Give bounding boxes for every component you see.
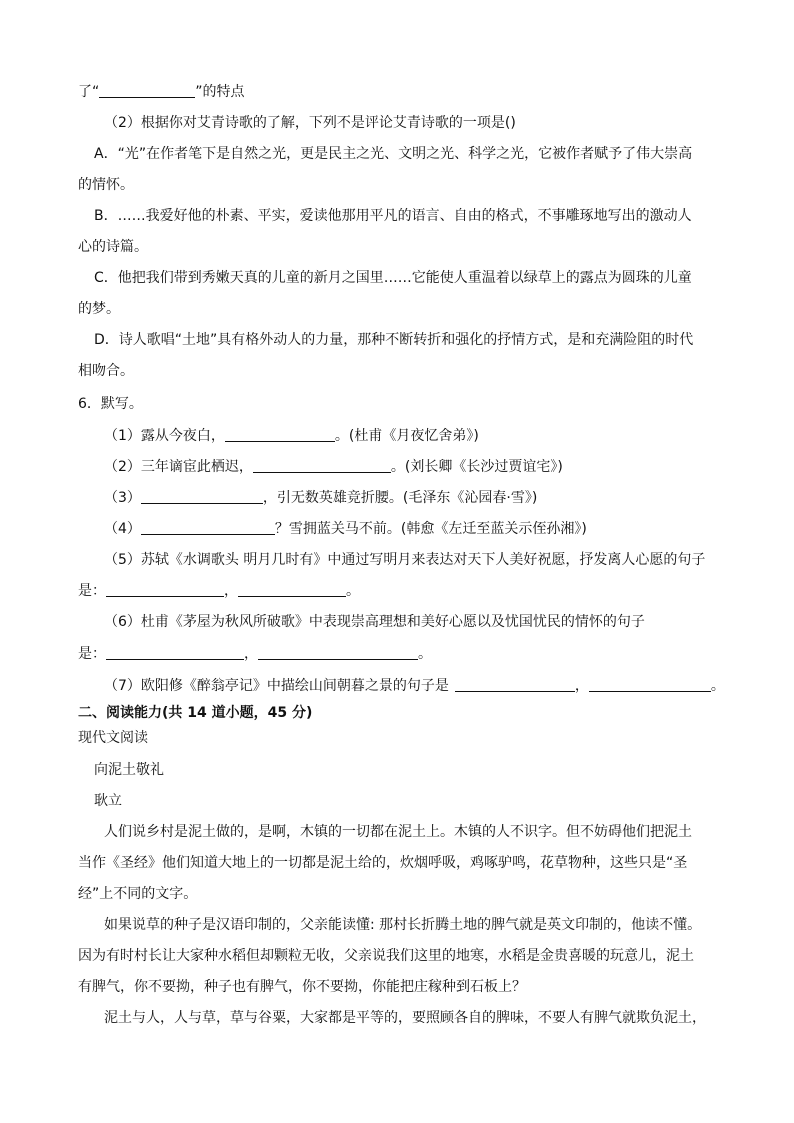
q6-item-5-line2 [78, 582, 360, 600]
article-title: 向泥土敬礼 [94, 762, 164, 778]
paragraph-1-line2: 当作《圣经》他们知道大地上的一切都是泥土给的，炊烟呼吸，鸡啄驴鸣，花草物种，这些只是“圣 [78, 855, 688, 871]
paragraph-2-line2: 因为有时村长让大家种水稻但却颗粒无收，父亲说我们这里的地寒，水稻是金贵喜暖的玩意儿，泥土 [78, 948, 694, 964]
answer-blank[interactable] [589, 677, 711, 692]
q5-2-stem: （2）根据你对艾青诗歌的了解，下列不是评论艾青诗歌的一项是() [104, 115, 516, 131]
q6-item-7-text: （7）欧阳修《醉翁亭记》中描绘山间朝暮之景的句子是 [104, 678, 449, 694]
answer-blank[interactable] [238, 582, 346, 597]
q6-item-3-num: （3） [104, 490, 141, 506]
option-a-line1: A．“光”在作者笔下是自然之光，更是民主之光、文明之光、科学之光，它被作者赋予了伟大崇高 [94, 146, 693, 162]
q6-item-5-sep: ， [224, 583, 238, 599]
q6-item-4-num: （4） [104, 521, 141, 537]
q6-item-1-text: （1）露从今夜白， [104, 428, 225, 444]
q6-item-6-end: 。 [418, 646, 432, 662]
q6-item-6-prefix: 是： [78, 646, 106, 662]
q6-item-2-source: 。(刘长卿《长沙过贾谊宅》) [390, 459, 563, 475]
option-d-line2: 相吻合。 [78, 363, 134, 379]
paragraph-1-line1: 人们说乡村是泥土做的，是啊，木镇的一切都在泥土上。木镇的人不识字。但不妨碍他们把泥土 [104, 824, 692, 840]
q5-text-after: ”的特点 [195, 84, 245, 100]
q6-item-1 [104, 427, 479, 445]
paragraph-2-line1: 如果说草的种子是汉语印制的，父亲能读懂: 那村长折腾土地的脾气就是英文印制的，他读不懂。 [104, 917, 702, 933]
q6-item-6-sep: ， [244, 646, 258, 662]
answer-blank[interactable] [141, 520, 275, 535]
q6-item-6-line1: （6）杜甫《茅屋为秋风所破歌》中表现崇高理想和美好心愿以及忧国忧民的情怀的句子 [104, 614, 645, 630]
q6-item-2 [104, 458, 563, 476]
answer-blank[interactable] [455, 677, 575, 692]
answer-blank[interactable] [106, 582, 224, 597]
answer-blank[interactable] [106, 645, 244, 660]
q6-item-4 [104, 520, 587, 538]
q6-item-7-sep: ， [574, 678, 589, 694]
q6-item-7 [104, 677, 725, 695]
q6-item-3 [104, 489, 537, 507]
q6-item-5-prefix: 是： [78, 583, 106, 599]
section-heading: 二、阅读能力(共 14 道小题，45 分) [78, 705, 313, 721]
option-b-line1: B．……我爱好他的朴素、平实，爱读他那用平凡的语言、自由的格式，不事雕琢地写出的激动人 [94, 208, 692, 224]
option-d-line1: D．诗人歌唱“土地”具有格外动人的力量，那种不断转折和强化的抒情方式，是和充满险阻的时代 [94, 332, 694, 348]
option-b-line2: 心的诗篇。 [78, 239, 148, 255]
q6-item-5-line1: （5）苏轼《水调歌头 明月几时有》中通过写明月来表达对天下人美好祝愿，抒发离人心愿的句子 [104, 552, 706, 568]
paragraph-3-line1: 泥土与人，人与草，草与谷粟，大家都是平等的，要照顾各自的脾味，不要人有脾气就欺负泥土， [104, 1010, 706, 1026]
answer-blank[interactable] [225, 427, 335, 442]
option-c-line2: 的梦。 [78, 301, 120, 317]
option-a-line2: 的情怀。 [78, 177, 134, 193]
answer-blank[interactable] [99, 83, 195, 98]
section-subheading: 现代文阅读 [78, 730, 148, 746]
q6-title: 6．默写。 [78, 396, 143, 412]
answer-blank[interactable] [258, 645, 418, 660]
article-author: 耿立 [94, 793, 122, 809]
q5-blank-line [78, 83, 245, 101]
option-c-line1: C．他把我们带到秀嫩天真的儿童的新月之国里……它能使人重温着以绿草上的露点为圆珠的儿童 [94, 270, 692, 286]
q6-item-2-text: （2）三年谪宦此栖迟， [104, 459, 253, 475]
q6-item-6-line2 [78, 645, 432, 663]
answer-blank[interactable] [253, 458, 391, 473]
q6-item-5-end: 。 [346, 583, 360, 599]
q6-item-4-text: ？雪拥蓝关马不前。(韩愈《左迁至蓝关示侄孙湘》) [274, 521, 587, 537]
paragraph-2-line3: 有脾气，你不要拗，种子也有脾气，你不要拗，你能把庄稼种到石板上？ [78, 979, 526, 995]
q6-item-7-end: 。 [710, 678, 725, 694]
paragraph-1-line3: 经”上不同的文字。 [78, 886, 198, 902]
q6-item-1-source: 。(杜甫《月夜忆舍弟》) [334, 428, 479, 444]
q6-item-3-text: ，引无数英雄竞折腰。(毛泽东《沁园春·雪》) [262, 490, 538, 506]
answer-blank[interactable] [141, 489, 263, 504]
q5-text-before: 了“ [78, 84, 100, 100]
